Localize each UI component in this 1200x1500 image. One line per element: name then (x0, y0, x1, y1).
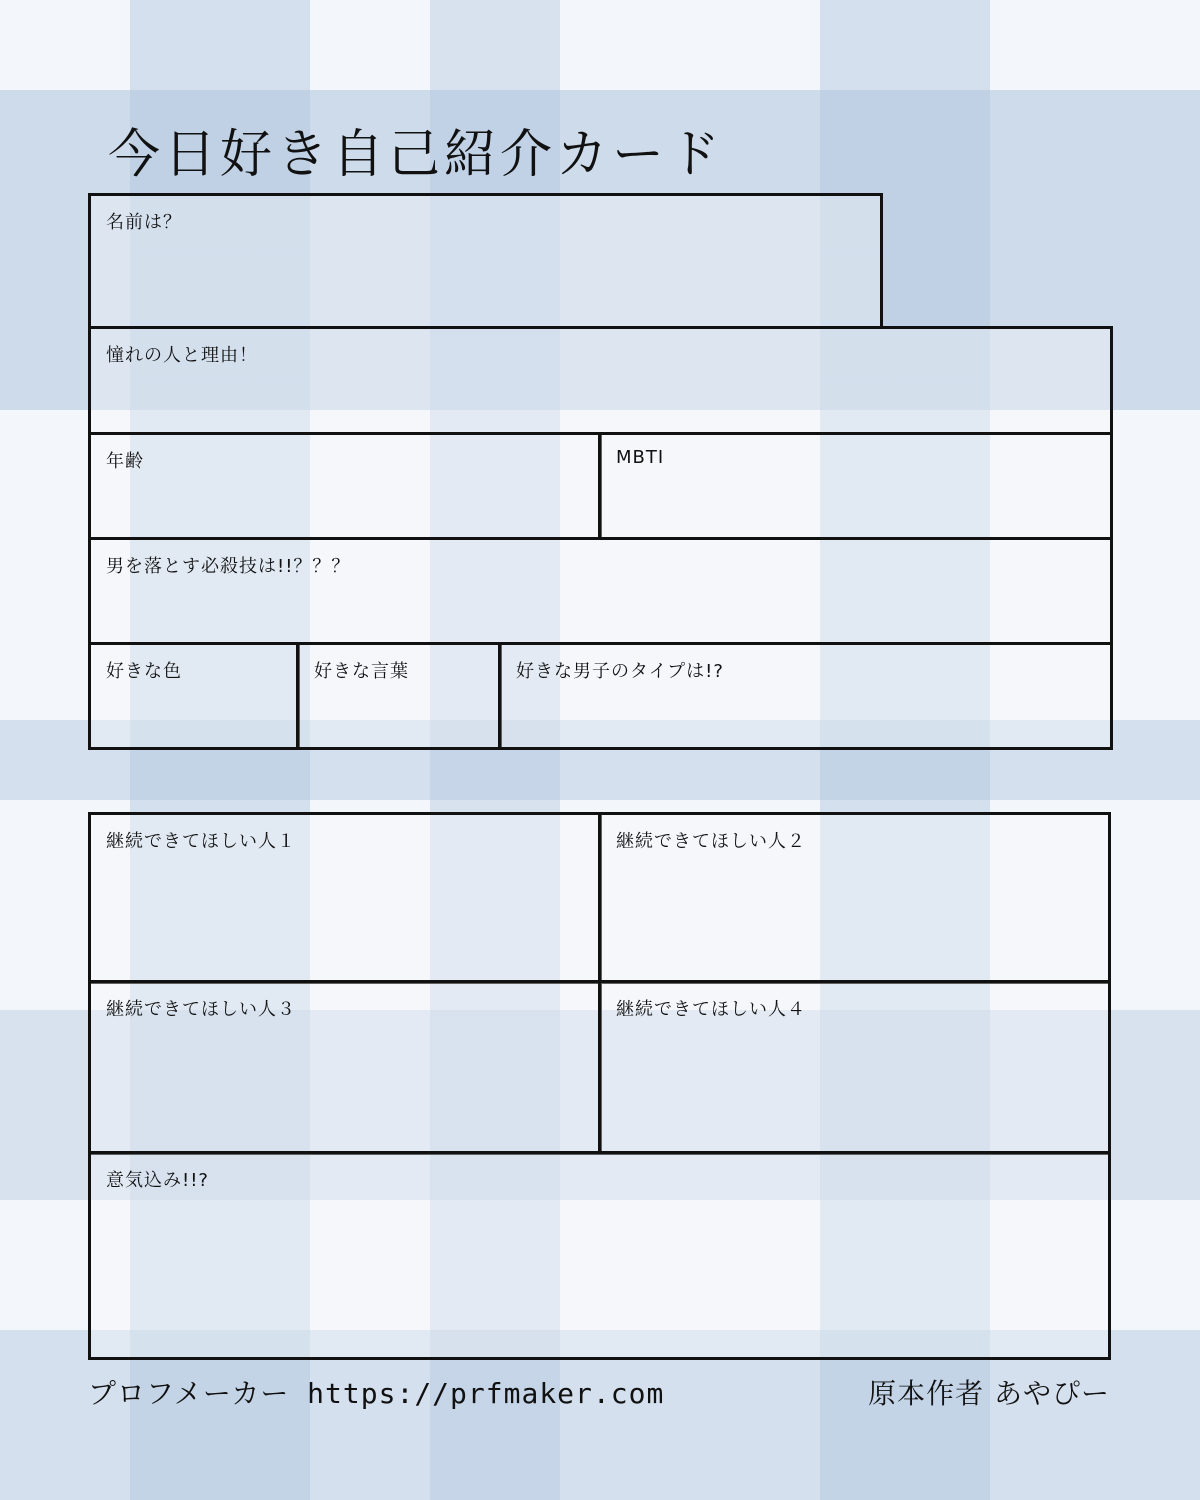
technique-label: 男を落とす必殺技は!!？？？ (106, 556, 351, 577)
words-label: 好きな言葉 (314, 661, 409, 682)
technique-box[interactable] (88, 537, 1113, 645)
name-label: 名前は？ (106, 212, 182, 233)
mbti-label: MBTI (616, 447, 665, 468)
person2-box[interactable] (598, 812, 1111, 984)
resolve-box[interactable] (88, 1151, 1111, 1360)
author-credit: 原本作者 あやぴー (868, 1377, 1110, 1410)
person4-box[interactable] (598, 980, 1111, 1155)
person3-label: 継続できてほしい人３ (106, 999, 296, 1020)
person2-label: 継続できてほしい人２ (616, 831, 806, 852)
color-box[interactable] (88, 642, 300, 750)
maker-credit: プロフメーカー https://prfmaker.com (88, 1377, 665, 1410)
card-title: 今日好き自己紹介カード (108, 125, 725, 185)
person4-label: 継続できてほしい人４ (616, 999, 806, 1020)
person3-box[interactable] (88, 980, 602, 1155)
person1-box[interactable] (88, 812, 602, 984)
type-box[interactable] (498, 642, 1113, 750)
type-label: 好きな男子のタイプは!? (516, 661, 724, 682)
age-box[interactable] (88, 432, 602, 540)
age-label: 年齢 (106, 451, 144, 472)
admire-label: 憧れの人と理由！ (106, 345, 258, 366)
admire-box[interactable] (88, 326, 1113, 435)
name-box[interactable] (88, 193, 883, 329)
color-label: 好きな色 (106, 661, 182, 682)
words-box[interactable] (296, 642, 502, 750)
resolve-label: 意気込み!!? (106, 1170, 209, 1191)
person1-label: 継続できてほしい人１ (106, 831, 296, 852)
mbti-box[interactable] (598, 432, 1113, 540)
